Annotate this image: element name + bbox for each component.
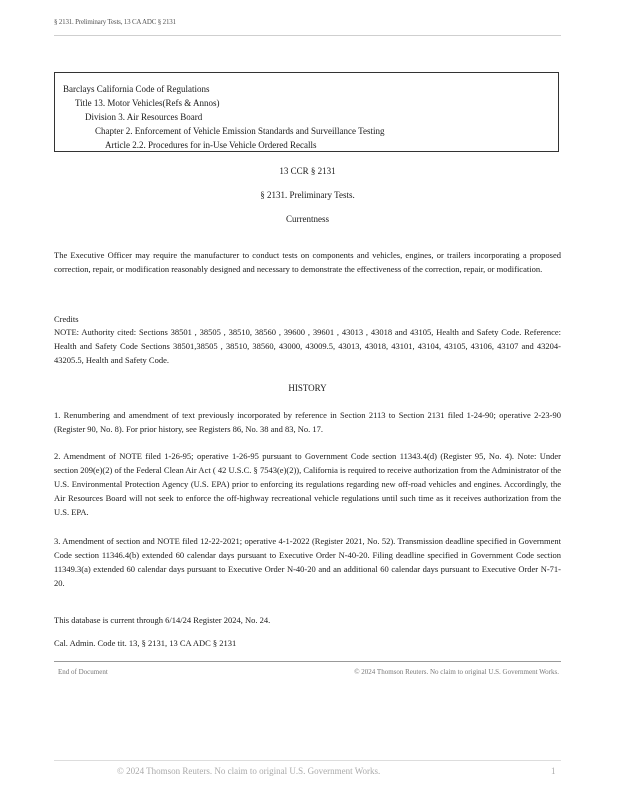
breadcrumb-division: Division 3. Air Resources Board [85, 112, 203, 122]
footer-divider [54, 760, 561, 761]
currentness-link[interactable]: Currentness [286, 214, 329, 224]
header-divider [54, 35, 561, 36]
breadcrumb [54, 72, 559, 152]
breadcrumb-article: Article 2.2. Procedures for in-Use Vehicle Ordered Recalls [105, 140, 317, 150]
history-heading: HISTORY [288, 383, 327, 393]
section-title: § 2131. Preliminary Tests. [260, 190, 355, 200]
running-header: § 2131. Preliminary Tests, 13 CA ADC § 2131 [54, 18, 176, 26]
copyright-notice: © 2024 Thomson Reuters. No claim to original U.S. Government Works. [354, 668, 559, 676]
footer-copyright: © 2024 Thomson Reuters. No claim to original U.S. Government Works. [117, 766, 381, 776]
page-number: 1 [551, 766, 556, 776]
cite-as: Cal. Admin. Code tit. 13, § 2131, 13 CA ADC § 2131 [54, 638, 237, 648]
end-of-document: End of Document [58, 668, 108, 676]
credits-note: NOTE: Authority cited: Sections 38501 , 38505 , 38510, 38560 , 39600 , 39601 , 43013 , 43018 and 43105, Health and Safety Code. Reference: Health and Safety Code Sections 38501,38505 , 38510, 38560, 43000, 43009.5, 43013, 43018, 43101, 43104, 43105, 43106, 43107 and 43204-43205.5, Health and Safety Code. [54, 327, 561, 365]
body-text: The Executive Officer may require the manufacturer to conduct tests on components and vehicles, engines, or trailers incorporating a proposed correction, repair, or modification reasonably designed and necessary to demonstrate the effectiveness of the correction, repair, or modification. [54, 250, 561, 274]
currency-note: This database is current through 6/14/24 Register 2024, No. 24. [54, 615, 271, 625]
history-item: 2. Amendment of NOTE filed 1-26-95; operative 1-26-95 pursuant to Government Code section 11343.4(d) (Register 95, No. 4). Note: Under section 209(e)(2) of the Federal Clean Air Act ( 42 U.S.C. § 7543(e)(2)), California is required to receive authorization from the Administrator of the U.S. Environmental Protection Agency (U.S. EPA) prior to enforcing its regulations regarding new off-road vehicles and engines. Accordingly, the Air Resources Board will not seek to enforce the off-highway recreational vehicle regulations until such time as it receives authorization from the U.S. EPA. [54, 451, 561, 517]
credits-heading: Credits [54, 314, 79, 324]
breadcrumb-title: Title 13. Motor Vehicles(Refs & Annos) [75, 98, 220, 108]
end-divider [54, 661, 561, 662]
breadcrumb-chapter: Chapter 2. Enforcement of Vehicle Emission Standards and Surveillance Testing [95, 126, 385, 136]
history-item: 1. Renumbering and amendment of text previously incorporated by reference in Section 2113 to Section 2131 filed 1-24-90; operative 2-23-90 (Register 90, No. 8). For prior history, see Registers 86, No. 38 and 83, No. 17. [54, 410, 561, 434]
citation: 13 CCR § 2131 [279, 166, 336, 176]
breadcrumb-publication: Barclays California Code of Regulations [63, 84, 210, 94]
history-item: 3. Amendment of section and NOTE filed 12-22-2021; operative 4-1-2022 (Register 2021, No. 52). Transmission deadline specified in Government Code section 11346.4(b) extended 60 calendar days pursuant to Executive Order N-40-20. Filing deadline specified in Government Code section 11349.3(a) extended 60 calendar days pursuant to Executive Order N-40-20 and an additional 60 calendar days pursuant to Executive Order N-71-20. [54, 536, 561, 588]
